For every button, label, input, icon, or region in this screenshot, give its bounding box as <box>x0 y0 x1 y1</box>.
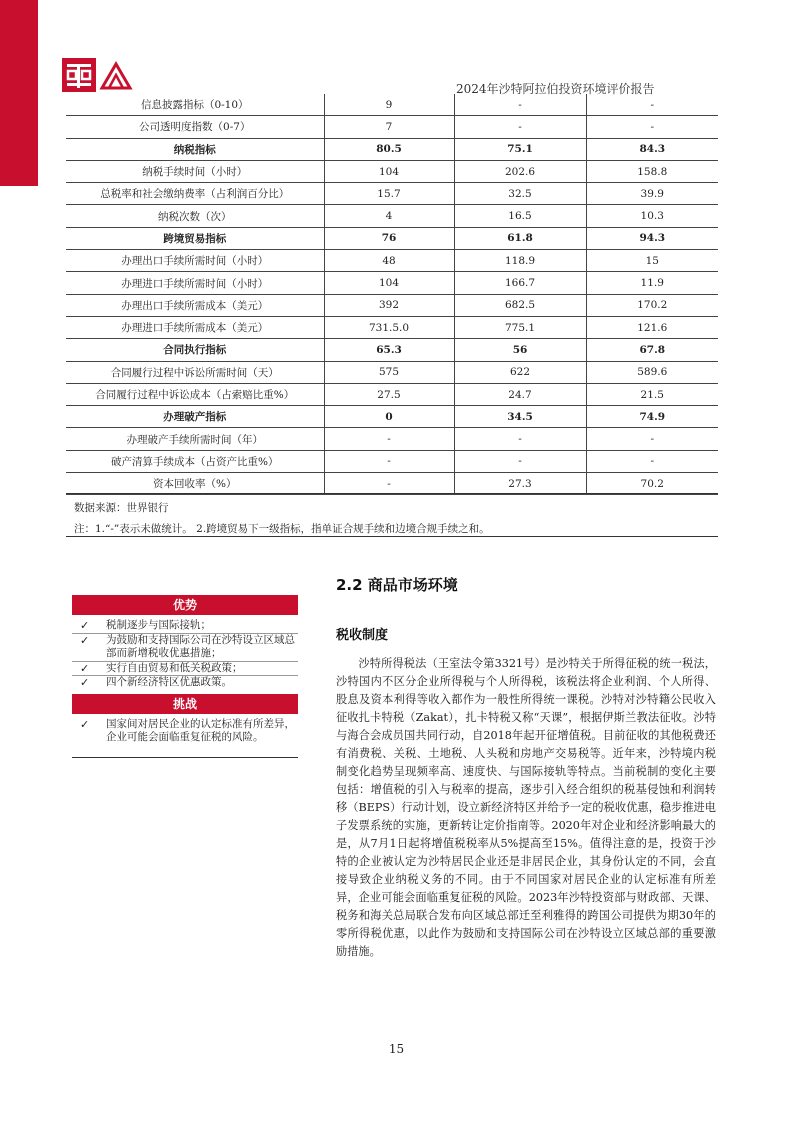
list-item-text: 四个新经济特区优惠政策。 <box>106 676 232 688</box>
value-cell: 32.5 <box>454 183 586 205</box>
value-cell: 15.7 <box>324 183 454 205</box>
value-cell: 104 <box>324 160 454 182</box>
value-cell: 11.9 <box>586 272 718 294</box>
value-cell: 48 <box>324 250 454 272</box>
value-cell: 158.8 <box>586 160 718 182</box>
value-cell: 166.7 <box>454 272 586 294</box>
section-title: 2.2 商品市场环境 <box>336 576 458 594</box>
row-label-cell: 办理进口手续所需时间（小时） <box>66 272 324 294</box>
row-label-cell: 总税率和社会缴纳费率（占利润百分比） <box>66 183 324 205</box>
value-cell: 731.5.0 <box>324 316 454 338</box>
table-row <box>66 183 718 205</box>
row-label-cell: 合同执行指标 <box>66 339 324 361</box>
checkmark-icon: ✓ <box>80 619 90 632</box>
value-cell: 7 <box>324 116 454 138</box>
advantages-header: 优势 <box>72 595 298 615</box>
value-cell: 392 <box>324 294 454 316</box>
value-cell: - <box>324 450 454 472</box>
value-cell: - <box>586 428 718 450</box>
checkmark-icon: ✓ <box>80 633 90 647</box>
note-bottom-rule <box>66 536 718 537</box>
row-label-cell: 纳税指标 <box>66 138 324 160</box>
pros-cons-box <box>72 595 298 758</box>
list-item <box>72 718 298 745</box>
table-row <box>66 450 718 472</box>
value-cell: 34.5 <box>454 406 586 428</box>
value-cell: 94.3 <box>586 227 718 249</box>
row-label-cell: 资本回收率（%） <box>66 473 324 495</box>
value-cell: 682.5 <box>454 294 586 316</box>
value-cell: 67.8 <box>586 339 718 361</box>
value-cell: 65.3 <box>324 339 454 361</box>
value-cell: 75.1 <box>454 138 586 160</box>
table-row <box>66 428 718 450</box>
row-label-cell: 信息披露指标（0-10） <box>66 94 324 116</box>
value-cell: - <box>586 450 718 472</box>
table-row <box>66 339 718 361</box>
checkmark-icon: ✓ <box>80 676 90 689</box>
advantages-list <box>72 615 298 694</box>
challenges-list <box>72 714 298 749</box>
list-item-text: 税制逐步与国际接轨； <box>106 619 211 631</box>
table-row <box>66 160 718 182</box>
value-cell: 61.8 <box>454 227 586 249</box>
list-item <box>72 676 298 690</box>
challenges-header: 挑战 <box>72 694 298 714</box>
value-cell: - <box>454 450 586 472</box>
row-label-cell: 合同履行过程中诉讼所需时间（天） <box>66 361 324 383</box>
value-cell: 74.9 <box>586 406 718 428</box>
value-cell: - <box>324 428 454 450</box>
row-label-cell: 办理进口手续所需成本（美元） <box>66 316 324 338</box>
value-cell: 39.9 <box>586 183 718 205</box>
checkmark-icon: ✓ <box>80 717 90 731</box>
box-bottom-rule <box>72 749 298 758</box>
value-cell: 575 <box>324 361 454 383</box>
value-cell: 622 <box>454 361 586 383</box>
red-accent-bar <box>0 0 38 186</box>
row-label-cell: 公司透明度指数（0-7） <box>66 116 324 138</box>
body-paragraph: 沙特所得税法（王室法令第3321号）是沙特关于所得征税的统一税法，沙特国内不区分企业所得税与个人所得税，该税法将企业利润、个人所得、股息及资本利得等收入都作为一般性所得统一课税。沙特对沙特籍公民收入征收扎卡特税（Zakat），扎卡特税又称“天课”，根据伊斯兰教法征收。沙特与海合会成员国共同行动，自2018年起开征增值税。目前征收的其他税费还有消费税、关税、土地税、人头税和房地产交易税等。近年来，沙特境内税制变化趋势呈现频率高、速度快、与国际接轨等特点。当前税制的变化主要包括：增值税的引入与税率的提高，逐步引入经合组织的税基侵蚀和利润转移（BEPS）行动计划，设立新经济特区并给予一定的税收优惠，稳步推进电子发票系统的实施，更新转让定价指南等。2020年对企业和经济影响最大的是，从7月1日起将增值税税率从5%提高至15%。值得注意的是，投资于沙特的企业被认定为沙特居民企业还是非居民企业，其身份认定的不同，会直接导致企业纳税义务的不同。由于不同国家对居民企业的认定标准有所差异，企业可能会面临重复征税的风险。2023年沙特投资部与财政部、天课、税务和海关总局联合发布向区域总部迁至利雅得的跨国公司提供为期30年的零所得税优惠，以此作为鼓励和支持国际公司在沙特设立区域总部的重要激励措施。 <box>336 657 716 958</box>
table-row <box>66 316 718 338</box>
table-row <box>66 473 718 495</box>
value-cell: 0 <box>324 406 454 428</box>
list-item <box>72 634 298 661</box>
value-cell: 589.6 <box>586 361 718 383</box>
value-cell: 70.2 <box>586 473 718 495</box>
list-item <box>72 619 298 633</box>
value-cell: 118.9 <box>454 250 586 272</box>
value-cell: 15 <box>586 250 718 272</box>
table-row <box>66 116 718 138</box>
table-row <box>66 227 718 249</box>
checkmark-icon: ✓ <box>80 661 90 675</box>
table-row <box>66 406 718 428</box>
table-row <box>66 361 718 383</box>
page-number: 15 <box>388 1042 405 1056</box>
value-cell: - <box>454 428 586 450</box>
table-row <box>66 205 718 227</box>
report-header-title: 2024年沙特阿拉伯投资环境评价报告 <box>456 82 655 96</box>
list-item <box>72 662 298 676</box>
row-label-cell: 办理破产手续所需时间（年） <box>66 428 324 450</box>
value-cell: 27.5 <box>324 383 454 405</box>
table-row <box>66 250 718 272</box>
row-label-cell: 办理出口手续所需成本（美元） <box>66 294 324 316</box>
subsection-title: 税收制度 <box>336 628 389 643</box>
value-cell: 56 <box>454 339 586 361</box>
table-row <box>66 94 718 116</box>
row-label-cell: 纳税次数（次） <box>66 205 324 227</box>
table-row <box>66 272 718 294</box>
table-row <box>66 383 718 405</box>
value-cell: - <box>454 94 586 116</box>
value-cell: 10.3 <box>586 205 718 227</box>
indicator-table <box>66 94 718 495</box>
table-source: 数据来源：世界银行 <box>74 502 169 514</box>
value-cell: 27.3 <box>454 473 586 495</box>
value-cell: - <box>454 116 586 138</box>
value-cell: 170.2 <box>586 294 718 316</box>
row-label-cell: 纳税手续时间（小时） <box>66 160 324 182</box>
row-label-cell: 破产清算手续成本（占资产比重%） <box>66 450 324 472</box>
value-cell: - <box>586 116 718 138</box>
value-cell: 21.5 <box>586 383 718 405</box>
value-cell: 775.1 <box>454 316 586 338</box>
value-cell: 121.6 <box>586 316 718 338</box>
row-label-cell: 跨境贸易指标 <box>66 227 324 249</box>
value-cell: - <box>586 94 718 116</box>
list-item-text: 国家间对居民企业的认定标准有所差异，企业可能会面临重复征税的风险。 <box>106 717 295 743</box>
table-bottom-rule <box>66 493 718 494</box>
value-cell: 76 <box>324 227 454 249</box>
list-item-text: 为鼓励和支持国际公司在沙特设立区域总部而新增税收优惠措施； <box>106 633 295 659</box>
value-cell: 80.5 <box>324 138 454 160</box>
list-item-text: 实行自由贸易和低关税政策； <box>106 661 243 674</box>
table-row <box>66 294 718 316</box>
value-cell: 24.7 <box>454 383 586 405</box>
value-cell: - <box>324 473 454 495</box>
value-cell: 9 <box>324 94 454 116</box>
value-cell: 16.5 <box>454 205 586 227</box>
value-cell: 4 <box>324 205 454 227</box>
row-label-cell: 办理出口手续所需时间（小时） <box>66 250 324 272</box>
value-cell: 104 <box>324 272 454 294</box>
company-logo <box>62 58 142 94</box>
value-cell: 84.3 <box>586 138 718 160</box>
row-label-cell: 合同履行过程中诉讼成本（占索赔比重%） <box>66 383 324 405</box>
table-note: 注：1.“-”表示未做统计。 2.跨境贸易下一级指标，指单证合规手续和边境合规手续之和。 <box>74 523 490 535</box>
row-label-cell: 办理破产指标 <box>66 406 324 428</box>
table-row <box>66 138 718 160</box>
value-cell: 202.6 <box>454 160 586 182</box>
